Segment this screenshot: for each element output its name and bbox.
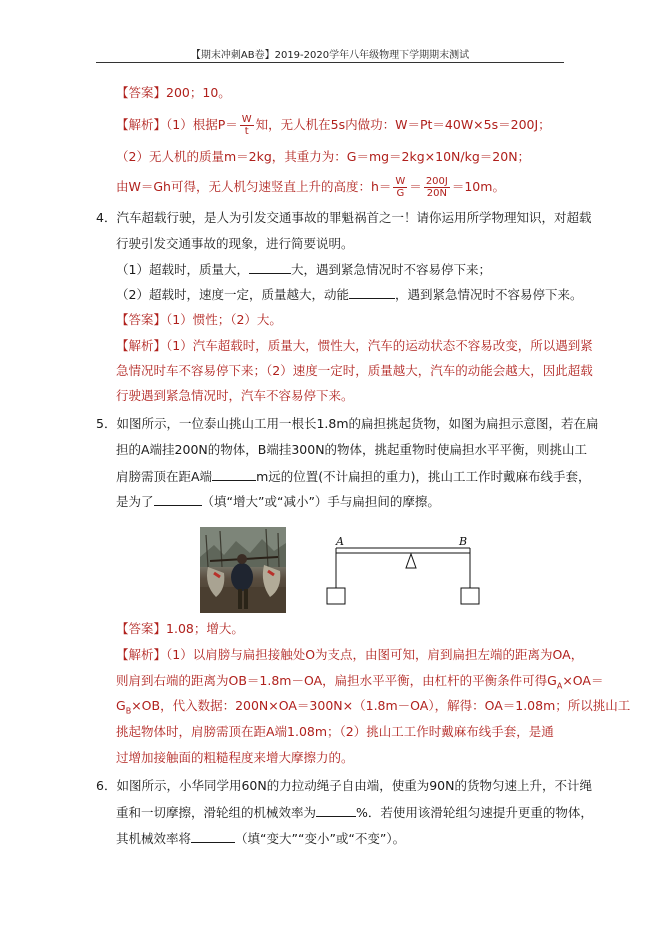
blank-1[interactable] bbox=[316, 803, 356, 817]
q4-stem-line-1: 4．汽车超载行驶，是人为引发交通事故的罪魁祸首之一！请你运用所学物理知识，对超载 bbox=[96, 210, 592, 225]
weight-a bbox=[327, 588, 345, 604]
page-header: 【期末冲刺AB卷】2019-2020学年八年级物理下学期期末测试 bbox=[190, 50, 470, 61]
blank-2[interactable] bbox=[154, 492, 202, 506]
analysis-text: 由W＝Gh可得，无人机匀速竖直上升的高度：h＝ bbox=[116, 179, 392, 194]
q4-sub-2: （2）超载时，速度一定，质量越大，动能 ，遇到紧急情况时不容易停下来。 bbox=[116, 287, 583, 302]
label-b: B bbox=[459, 536, 468, 548]
porter-photo-art bbox=[200, 527, 286, 613]
weight-b bbox=[461, 588, 479, 604]
q5-analysis-line-2: 则肩到右端的距离为OB＝1.8m－OA，扁担水平平衡，由杠杆的平衡条件可得$G_A\times OA=$ bbox=[116, 673, 604, 691]
q4-analysis-line-1: 【解析】（1）汽车超载时，质量大，惯性大，汽车的运动状态不容易改变，所以遇到紧 bbox=[116, 338, 593, 353]
q3-analysis-line-3: 由W＝Gh可得，无人机匀速竖直上升的高度：h＝ $\frac{W}{G}$ ＝ $\frac{200J}{20N}$ ＝10m。 bbox=[116, 176, 505, 199]
q6-stem-line-2: 重和一切摩擦，滑轮组的机械效率为 %．若使用该滑轮组匀速提升更重的物体， bbox=[116, 805, 593, 820]
q4-analysis-line-2: 急情况时车不容易停下来；（2）速度一定时，质量越大，汽车的动能会越大，因此超载 bbox=[116, 363, 593, 378]
analysis-tag: 【解析】 bbox=[116, 338, 167, 353]
q6-stem-line-3: 其机械效率将 （填“变大”“变小”或“不变”）。 bbox=[116, 831, 406, 846]
q6-stem-line-1: 6．如图所示，小华同学用60N的力拉动绳子自由端，使重为90N的货物匀速上升，不计绳 bbox=[96, 778, 592, 793]
analysis-text: （1）根据P＝ bbox=[166, 117, 238, 132]
fraction-w-over-t: $\frac{W}{t}$ bbox=[241, 114, 252, 137]
answer-tag: 【答案】 bbox=[116, 312, 167, 327]
answer-text: 1.08；增大。 bbox=[166, 621, 244, 636]
q5-answer bbox=[116, 620, 244, 638]
q5-stem-line-1: 5．如图所示，一位泰山挑山工用一根长1.8m的扁担挑起货物，如图为扁担示意图，若在扁 bbox=[96, 416, 599, 431]
q5-stem-line-4: 是为了 （填“增大”或“减小”）手与扁担间的摩擦。 bbox=[116, 494, 440, 509]
fraction-200j-over-20n: $\frac{200J}{20N}$ bbox=[425, 176, 448, 199]
analysis-text: 知，无人机在5s内做功：W＝Pt＝40W×5s＝200J； bbox=[255, 117, 551, 132]
fulcrum bbox=[406, 554, 416, 568]
q5-analysis-line-3: $G_B\times OB$，代入数据：200N×OA＝300N×（1.8m－OA），解得：OA＝1.08m；所以挑山工 bbox=[116, 698, 631, 716]
analysis-tag: 【解析】 bbox=[116, 117, 167, 132]
answer-text: （1）惯性；（2）大。 bbox=[166, 312, 282, 327]
q3-analysis-line-1 bbox=[116, 114, 551, 137]
q5-analysis-line-4: 挑起物体时，肩膀需顶在距A端1.08m；（2）挑山工工作时戴麻布线手套，是通 bbox=[116, 724, 554, 739]
q4-analysis-line-3: 行驶遇到紧急情况时，汽车不容易停下来。 bbox=[116, 388, 354, 403]
q4-stem-line-2: 行驶引发交通事故的现象，进行简要说明。 bbox=[116, 236, 354, 251]
q5-analysis-line-5: 过增加接触面的粗糙程度来增大摩擦力的。 bbox=[116, 750, 354, 765]
analysis-text: ＝10m。 bbox=[451, 179, 505, 194]
blank-1[interactable] bbox=[249, 260, 291, 274]
q5-analysis-line-1: 【解析】（1）以肩膀与扁担接触处O为支点，由图可知，肩到扁担左端的距离为OA， bbox=[116, 647, 584, 662]
label-a: A bbox=[336, 536, 344, 548]
header-rule bbox=[96, 62, 564, 63]
porter-photo bbox=[200, 527, 286, 613]
fraction-w-over-g: $\frac{W}{G}$ bbox=[395, 176, 406, 199]
answer-tag: 【答案】 bbox=[116, 621, 167, 636]
q3-analysis-line-2: （2）无人机的质量m＝2kg，其重力为：G＝mg＝2kg×10N/kg＝20N； bbox=[116, 149, 531, 164]
answer-text: 200；10。 bbox=[166, 85, 231, 100]
blank-2[interactable] bbox=[191, 829, 235, 843]
q5-stem-line-3: 肩膀需顶在距A端 m远的位置(不计扁担的重力)，挑山工工作时戴麻布线手套， bbox=[116, 469, 591, 484]
q4-answer bbox=[116, 311, 282, 329]
answer-tag: 【答案】 bbox=[116, 85, 167, 100]
analysis-tag: 【解析】 bbox=[116, 647, 167, 662]
q4-sub-1: （1）超载时，质量大， 大，遇到紧急情况时不容易停下来； bbox=[116, 262, 491, 277]
shoulder-pole-diagram bbox=[318, 536, 498, 608]
q5-stem-line-2: 担的A端挂200N的物体，B端挂300N的物体，挑起重物时使扁担水平平衡，则挑山工 bbox=[116, 442, 588, 457]
blank-2[interactable] bbox=[349, 285, 395, 299]
q3-answer bbox=[116, 84, 231, 102]
blank-1[interactable] bbox=[212, 467, 256, 481]
